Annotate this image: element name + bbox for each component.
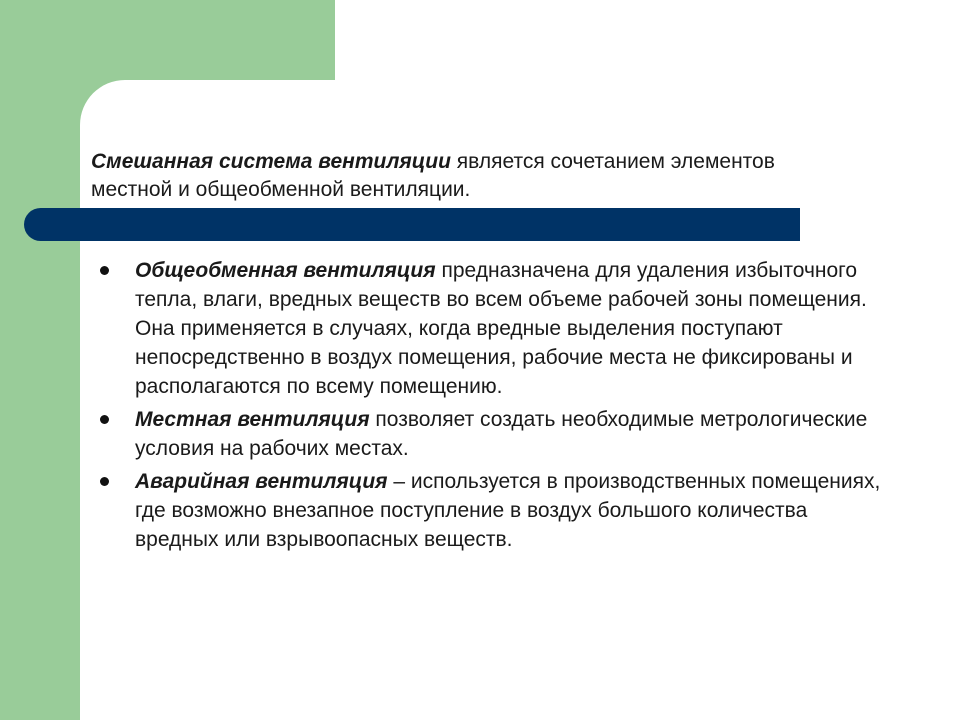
header-term: Смешанная система вентиляции xyxy=(91,150,451,173)
bullet-term: Аварийная вентиляция xyxy=(135,470,388,493)
title-divider-bar xyxy=(24,208,800,241)
bullet-dot-icon xyxy=(100,266,109,275)
header-text: является сочетанием элементов местной и общеобменной вентиляции. xyxy=(91,150,775,201)
bullet-dot-icon xyxy=(100,415,109,424)
bullet-item-general-ventilation xyxy=(96,256,886,401)
bullet-term: Местная вентиляция xyxy=(135,408,370,431)
bullet-item-local-ventilation xyxy=(96,405,886,463)
bullet-text: – используется в производственных помещениях, где возможно внезапное поступление в воздух большого количества вредных или взрывоопасных веществ. xyxy=(135,470,881,551)
bullet-text: позволяет создать необходимые метрологические условия на рабочих местах. xyxy=(135,408,868,460)
bullet-list xyxy=(96,256,886,558)
bullet-dot-icon xyxy=(100,477,109,486)
bullet-term: Общеобменная вентиляция xyxy=(135,259,436,282)
slide-header xyxy=(91,148,831,204)
bullet-text: предназначена для удаления избыточного тепла, влаги, вредных веществ во всем объеме рабочей зоны помещения. Она применяется в случаях, когда вредные выделения поступают непосредственно в воздух помещения, рабочие места не фиксированы и располагаются по всему помещению. xyxy=(135,259,867,398)
bullet-item-emergency-ventilation xyxy=(96,467,886,554)
